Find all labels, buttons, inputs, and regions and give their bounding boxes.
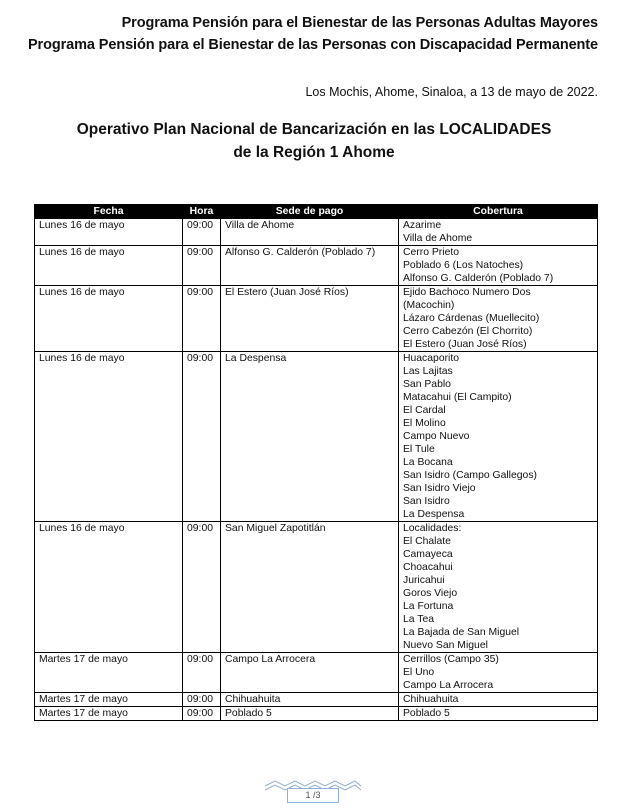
- coverage-locality: Matacahui (El Campito): [403, 392, 512, 403]
- table-row: [35, 219, 598, 246]
- column-header-cobertura: Cobertura: [399, 205, 598, 219]
- page-indicator: [263, 776, 363, 804]
- coverage-locality: Cerro Cabezón (El Chorrito): [403, 326, 533, 337]
- table-row: [35, 246, 598, 286]
- cell-cobertura: [399, 286, 598, 352]
- schedule-table: [34, 204, 598, 721]
- document-header: [28, 12, 598, 56]
- coverage-locality: Cerro Prieto: [403, 247, 460, 258]
- cell-hora: 09:00: [183, 219, 221, 246]
- coverage-locality: Choacahui: [403, 562, 453, 573]
- coverage-locality: Camayeca: [403, 549, 453, 560]
- cell-cobertura: [399, 522, 598, 653]
- cell-sede: Poblado 5: [221, 707, 399, 721]
- coverage-locality: Villa de Ahome: [403, 233, 473, 244]
- coverage-locality: La Fortuna: [403, 601, 454, 612]
- cell-fecha: Lunes 16 de mayo: [35, 219, 183, 246]
- coverage-locality: San Isidro (Campo Gallegos): [403, 470, 537, 481]
- table-row: [35, 352, 598, 522]
- cell-hora: 09:00: [183, 707, 221, 721]
- coverage-locality: Goros Viejo: [403, 588, 458, 599]
- cell-hora: 09:00: [183, 246, 221, 286]
- table-row: [35, 286, 598, 352]
- coverage-locality: Cerrillos (Campo 35): [403, 654, 499, 665]
- coverage-locality: San Isidro: [403, 496, 450, 507]
- cell-hora: 09:00: [183, 522, 221, 653]
- coverage-locality: La Despensa: [403, 509, 465, 520]
- cell-cobertura: [399, 246, 598, 286]
- coverage-locality: San Pablo: [403, 379, 451, 390]
- column-header-sede: Sede de pago: [221, 205, 399, 219]
- table-row: [35, 653, 598, 693]
- coverage-locality: Lázaro Cárdenas (Muellecito): [403, 313, 540, 324]
- cell-hora: 09:00: [183, 286, 221, 352]
- cell-fecha: Lunes 16 de mayo: [35, 522, 183, 653]
- cell-hora: 09:00: [183, 653, 221, 693]
- cell-cobertura: [399, 352, 598, 522]
- coverage-locality: El Uno: [403, 667, 435, 678]
- coverage-locality: Azarime: [403, 220, 442, 231]
- coverage-locality: Localidades:: [403, 523, 462, 534]
- coverage-locality: Huacaporito: [403, 353, 460, 364]
- table-row: [35, 707, 598, 721]
- coverage-locality: Poblado 5: [403, 708, 450, 719]
- cell-cobertura: [399, 653, 598, 693]
- cell-cobertura: [399, 693, 598, 707]
- cell-sede: Alfonso G. Calderón (Poblado 7): [221, 246, 399, 286]
- coverage-locality: El Chalate: [403, 536, 451, 547]
- column-header-hora: Hora: [183, 205, 221, 219]
- cell-cobertura: [399, 219, 598, 246]
- cell-hora: 09:00: [183, 693, 221, 707]
- cell-sede: El Estero (Juan José Ríos): [221, 286, 399, 352]
- coverage-locality: Campo La Arrocera: [403, 680, 494, 691]
- operation-title-line-2: de la Región 1 Ahome: [233, 144, 395, 161]
- cell-sede: San Miguel Zapotitlán: [221, 522, 399, 653]
- cell-sede: Chihuahuita: [221, 693, 399, 707]
- coverage-locality: La Bocana: [403, 457, 453, 468]
- cell-fecha: Lunes 16 de mayo: [35, 286, 183, 352]
- page-number: 1 /3: [287, 788, 339, 803]
- coverage-locality: La Tea: [403, 614, 435, 625]
- cell-sede: La Despensa: [221, 352, 399, 522]
- coverage-locality: Las Lajitas: [403, 366, 453, 377]
- coverage-locality: (Macochin): [403, 300, 455, 311]
- cell-fecha: Martes 17 de mayo: [35, 653, 183, 693]
- program-title-2: Programa Pensión para el Bienestar de las Personas con Discapacidad Permanente: [27, 37, 598, 53]
- coverage-locality: El Estero (Juan José Ríos): [403, 339, 527, 350]
- cell-sede: Villa de Ahome: [221, 219, 399, 246]
- table-header-row: [35, 205, 598, 219]
- operation-title: [0, 118, 628, 164]
- cell-hora: 09:00: [183, 352, 221, 522]
- table-row: [35, 522, 598, 653]
- coverage-locality: Campo Nuevo: [403, 431, 470, 442]
- coverage-locality: Juricahui: [403, 575, 445, 586]
- coverage-locality: Alfonso G. Calderón (Poblado 7): [403, 273, 554, 284]
- cell-fecha: Martes 17 de mayo: [35, 707, 183, 721]
- operation-title-line-1: Operativo Plan Nacional de Bancarización en las LOCALIDADES: [76, 121, 552, 138]
- place-date: Los Mochis, Ahome, Sinaloa, a 13 de mayo de 2022.: [305, 85, 598, 99]
- coverage-locality: Ejido Bachoco Numero Dos: [403, 287, 531, 298]
- column-header-fecha: Fecha: [35, 205, 183, 219]
- coverage-locality: El Cardal: [403, 405, 446, 416]
- coverage-locality: San Isidro Viejo: [403, 483, 476, 494]
- coverage-locality: Poblado 6 (Los Natoches): [403, 260, 524, 271]
- coverage-locality: Chihuahuita: [403, 694, 459, 705]
- program-title-1: Programa Pensión para el Bienestar de las Personas Adultas Mayores: [121, 15, 598, 31]
- coverage-locality: El Tule: [403, 444, 435, 455]
- coverage-locality: El Molino: [403, 418, 446, 429]
- coverage-locality: La Bajada de San Miguel: [403, 627, 520, 638]
- cell-sede: Campo La Arrocera: [221, 653, 399, 693]
- coverage-locality: Nuevo San Miguel: [403, 640, 488, 651]
- cell-fecha: Lunes 16 de mayo: [35, 246, 183, 286]
- cell-fecha: Lunes 16 de mayo: [35, 352, 183, 522]
- cell-cobertura: [399, 707, 598, 721]
- cell-fecha: Martes 17 de mayo: [35, 693, 183, 707]
- table-row: [35, 693, 598, 707]
